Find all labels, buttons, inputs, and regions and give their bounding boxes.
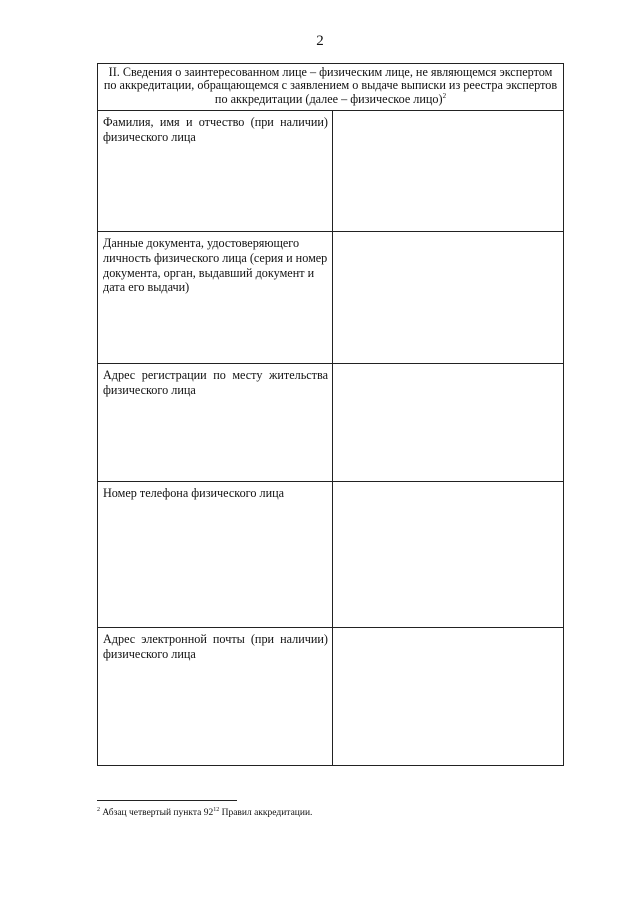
applicant-info-table [97, 63, 564, 766]
identity-document-value[interactable] [333, 232, 563, 363]
registration-address-label: Адрес регистрации по месту жительства физического лица [98, 364, 333, 481]
table-row-full-name [98, 111, 563, 232]
full-name-value[interactable] [333, 111, 563, 231]
registration-address-value[interactable] [333, 364, 563, 481]
section-header [98, 64, 563, 111]
phone-value[interactable] [333, 482, 563, 627]
footnote-divider [97, 800, 237, 801]
table-row-registration-address [98, 364, 563, 482]
phone-label: Номер телефона физического лица [98, 482, 333, 627]
full-name-label: Фамилия, имя и отчество (при наличии) физического лица [98, 111, 333, 231]
footnote-reference: 2 [442, 91, 447, 100]
footnote-text-before: Абзац четвертый пункта 92 [102, 808, 214, 818]
footnote-superscript: 12 [213, 806, 220, 813]
identity-document-label: Данные документа, удостоверяющего личность физического лица (серия и номер документа, орган, выдавший документ и дата его выдачи) [98, 232, 333, 363]
table-row-identity-document [98, 232, 563, 364]
table-row-email [98, 628, 563, 765]
email-value[interactable] [333, 628, 563, 765]
table-row-phone [98, 482, 563, 628]
footnote [97, 808, 312, 819]
footnote-marker: 2 [97, 806, 100, 813]
email-label: Адрес электронной почты (при наличии) физического лица [98, 628, 333, 765]
footnote-text-after: Правил аккредитации. [219, 808, 313, 818]
section-title: II. Сведения о заинтересованном лице – физическим лице, не являющемся экспертом по аккредитации, обращающемся с заявлением о выдаче выписки из реестра экспертов по аккредитации (далее – физическое лицо) [103, 65, 558, 106]
page-number: 2 [316, 33, 324, 49]
